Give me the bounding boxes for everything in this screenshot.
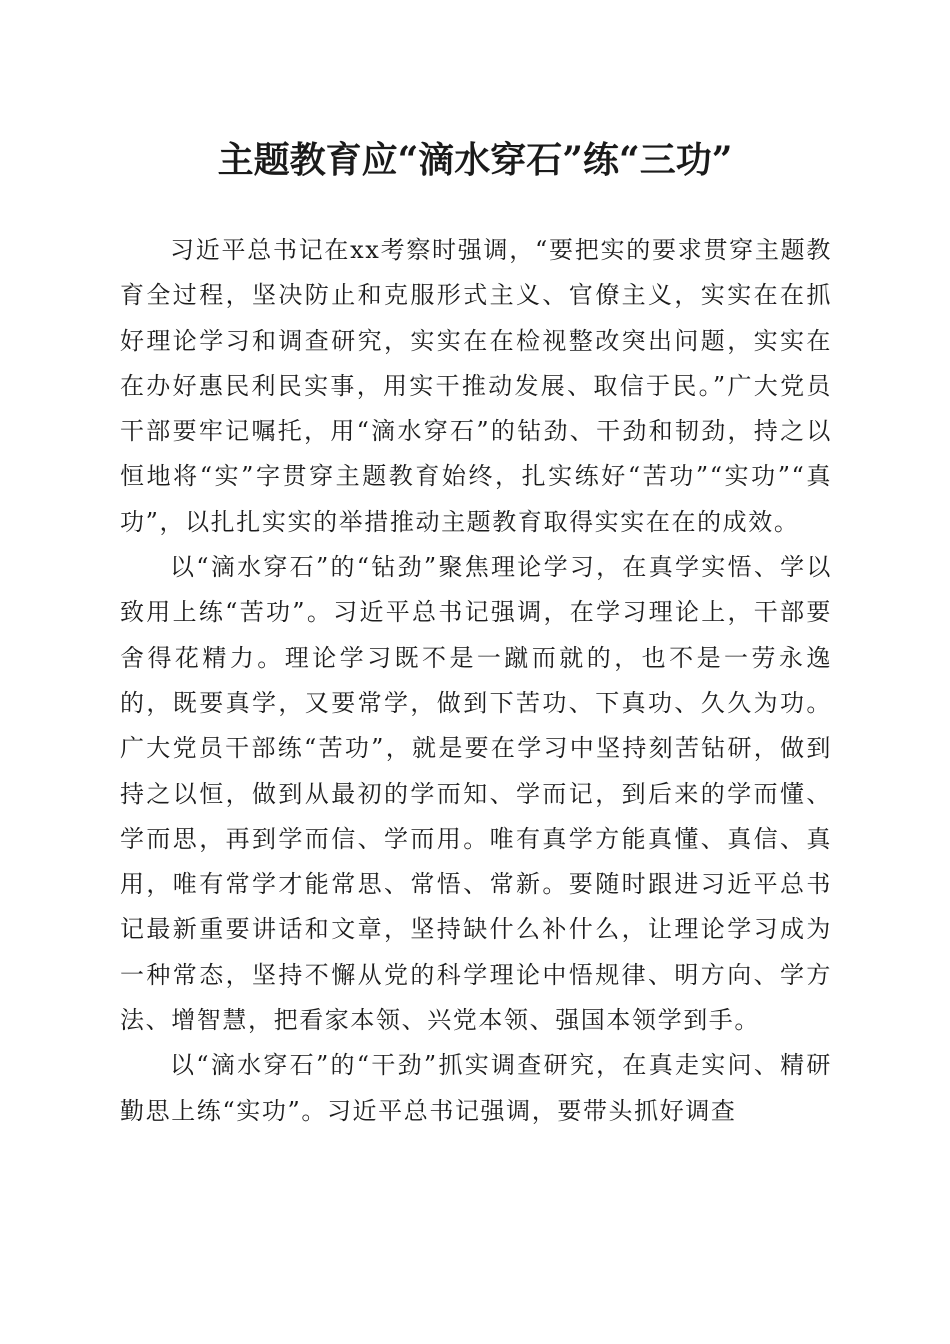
document-body (120, 228, 832, 1134)
paragraph-research: 以“滴水穿石”的“干劲”抓实调查研究，在真走实问、精研勤思上练“实功”。习近平总书记强调，要带头抓好调查 (120, 1051, 832, 1125)
paragraph-intro: 习近平总书记在xx考察时强调，“要把实的要求贯穿主题教育全过程，坚决防止和克服形式主义、官僚主义，实实在在抓好理论学习和调查研究，实实在在检视整改突出问题，实实在在办好惠民利民实事，用实干推动发展、取信于民。”广大党员干部要牢记嘱托，用“滴水穿石”的钻劲、干劲和韧劲，持之以恒地将“实”字贯穿主题教育始终，扎实练好“苦功”“实功”“真功”，以扎扎实实的举措推动主题教育取得实实在在的成效。 (120, 236, 832, 536)
document-title: 主题教育应“滴水穿石”练“三功” (217, 139, 733, 181)
paragraph-theory-study: 以“滴水穿石”的“钻劲”聚焦理论学习，在真学实悟、学以致用上练“苦功”。习近平总书记强调，在学习理论上，干部要舍得花精力。理论学习既不是一蹴而就的，也不是一劳永逸的，既要真学，又要常学，做到下苦功、下真功、久久为功。广大党员干部练“苦功”，就是要在学习中坚持刻苦钻研，做到持之以恒，做到从最初的学而知、学而记，到后来的学而懂、学而思，再到学而信、学而用。唯有真学方能真懂、真信、真用，唯有常学才能常思、常悟、常新。要随时跟进习近平总书记最新重要讲话和文章，坚持缺什么补什么，让理论学习成为一种常态，坚持不懈从党的科学理论中悟规律、明方向、学方法、增智慧，把看家本领、兴党本领、强国本领学到手。 (120, 553, 832, 1035)
